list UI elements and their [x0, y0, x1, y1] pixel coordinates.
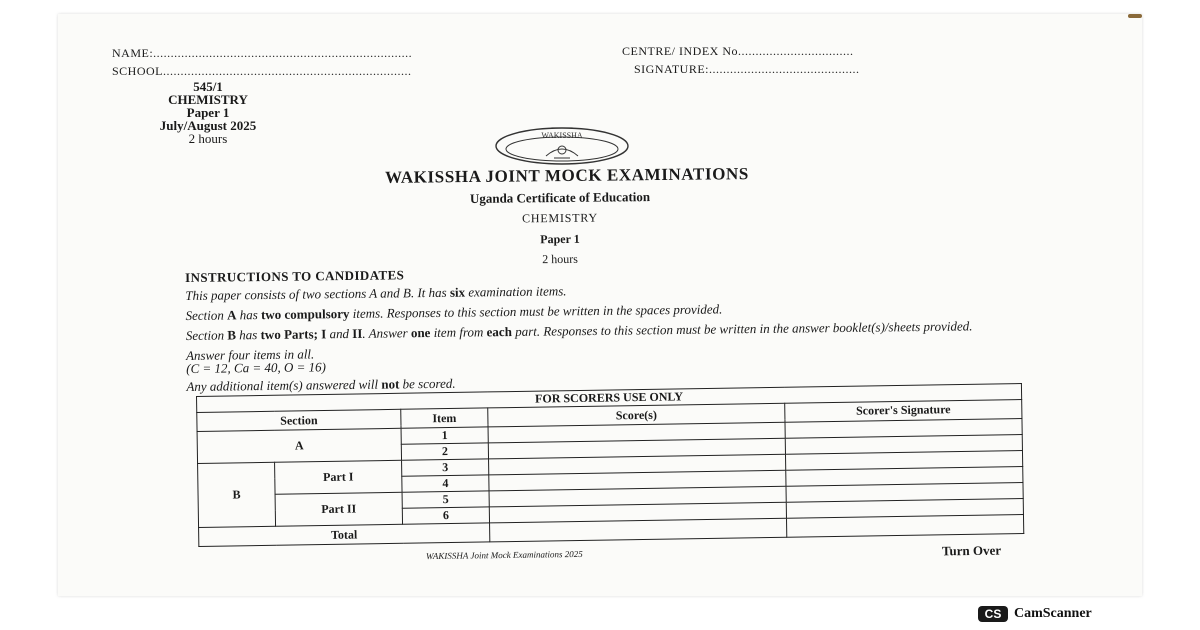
instr-text: item from	[430, 324, 487, 341]
item-number: 3	[402, 459, 489, 476]
subject-title: CHEMISTRY	[521, 210, 599, 226]
seal-icon	[494, 126, 630, 166]
item-number: 1	[401, 427, 488, 444]
centre-index-field: CENTRE/ INDEX No.................................	[622, 44, 854, 58]
instr-text: has	[236, 307, 262, 323]
paper-number: Paper 1	[186, 105, 230, 120]
paper-duration: 2 hours	[188, 131, 228, 146]
turn-over: Turn Over	[941, 542, 1002, 559]
part-1-label: Part I	[275, 460, 402, 494]
instr-bold: six	[449, 284, 466, 300]
instr-text: . Answer	[362, 325, 411, 341]
camscanner-brand	[978, 606, 1092, 622]
instructions	[185, 260, 1016, 393]
instruction-5: (C = 12, Ca = 40, O = 16)	[186, 359, 327, 376]
duration-title: 2 hours	[542, 251, 578, 267]
instr-text: part. Responses to this section must be written in the answer booklet(s)/sheets provided.	[511, 318, 973, 340]
instr-bold: two compulsory	[260, 305, 350, 323]
item-number: 4	[402, 475, 489, 492]
item-number: 6	[402, 507, 489, 524]
instr-bold: B	[227, 327, 237, 343]
total-score-cell[interactable]	[490, 518, 787, 542]
camscanner-logo-icon: CS	[978, 606, 1008, 622]
part-2-label: Part II	[275, 492, 402, 526]
instr-text: Any additional item(s) answered will	[186, 376, 382, 394]
instr-text: be scored.	[399, 375, 456, 392]
item-number: 2	[401, 443, 488, 460]
instr-bold: each	[486, 324, 512, 340]
instruction-3	[186, 319, 1016, 342]
total-label: Total	[199, 523, 490, 547]
paper-subject: CHEMISTRY	[168, 92, 248, 107]
instr-bold: A	[226, 307, 237, 323]
instruction-4: Answer four items in all.	[185, 346, 315, 363]
seal-text: WAKISSHA	[541, 131, 583, 140]
table-caption: FOR SCORERS USE ONLY	[197, 384, 1022, 413]
section-b-label: B	[198, 462, 276, 527]
header-scores: Score(s)	[488, 403, 785, 427]
instr-bold: two Parts; I	[260, 326, 327, 343]
name-field: NAME:..........................................................................	[112, 46, 413, 60]
instr-bold: II	[352, 325, 363, 341]
instr-text: has	[235, 327, 261, 343]
instr-text: items. Responses to this section must be written in the spaces provided.	[349, 301, 723, 321]
section-a-label: A	[197, 428, 401, 463]
paper-session: July/August 2025	[159, 118, 257, 133]
instructions-heading: INSTRUCTIONS TO CANDIDATES	[185, 267, 405, 285]
instr-bold: not	[381, 376, 400, 392]
footer-exam: WAKISSHA Joint Mock Examinations 2025	[425, 548, 583, 562]
item-number: 5	[402, 491, 489, 508]
exam-title: WAKISSHA JOINT MOCK EXAMINATIONS	[384, 164, 749, 187]
school-field: SCHOOL.......................................................................	[112, 64, 412, 78]
paper-title: Paper 1	[540, 231, 580, 247]
instr-text: and	[326, 325, 353, 342]
paper-code: 545/1	[193, 79, 223, 94]
header-section: Section	[197, 409, 401, 431]
corner-mark	[1128, 14, 1142, 18]
instr-text: examination items.	[464, 283, 567, 300]
instr-text: This paper consists of two sections A and B. It has	[185, 284, 450, 303]
header-signature: Scorer's Signature	[785, 400, 1022, 420]
instr-text: Section	[185, 327, 228, 343]
total-signature-cell[interactable]	[786, 515, 1023, 538]
header-item: Item	[401, 408, 488, 428]
instr-bold: one	[410, 325, 431, 341]
scorers-table	[196, 383, 1024, 547]
instr-text: Section	[185, 307, 228, 323]
paper-meta	[108, 80, 308, 145]
signature-field: SIGNATURE:...........................................	[634, 62, 860, 76]
camscanner-name: CamScanner	[1014, 606, 1092, 621]
certificate-title: Uganda Certificate of Education	[469, 189, 651, 206]
